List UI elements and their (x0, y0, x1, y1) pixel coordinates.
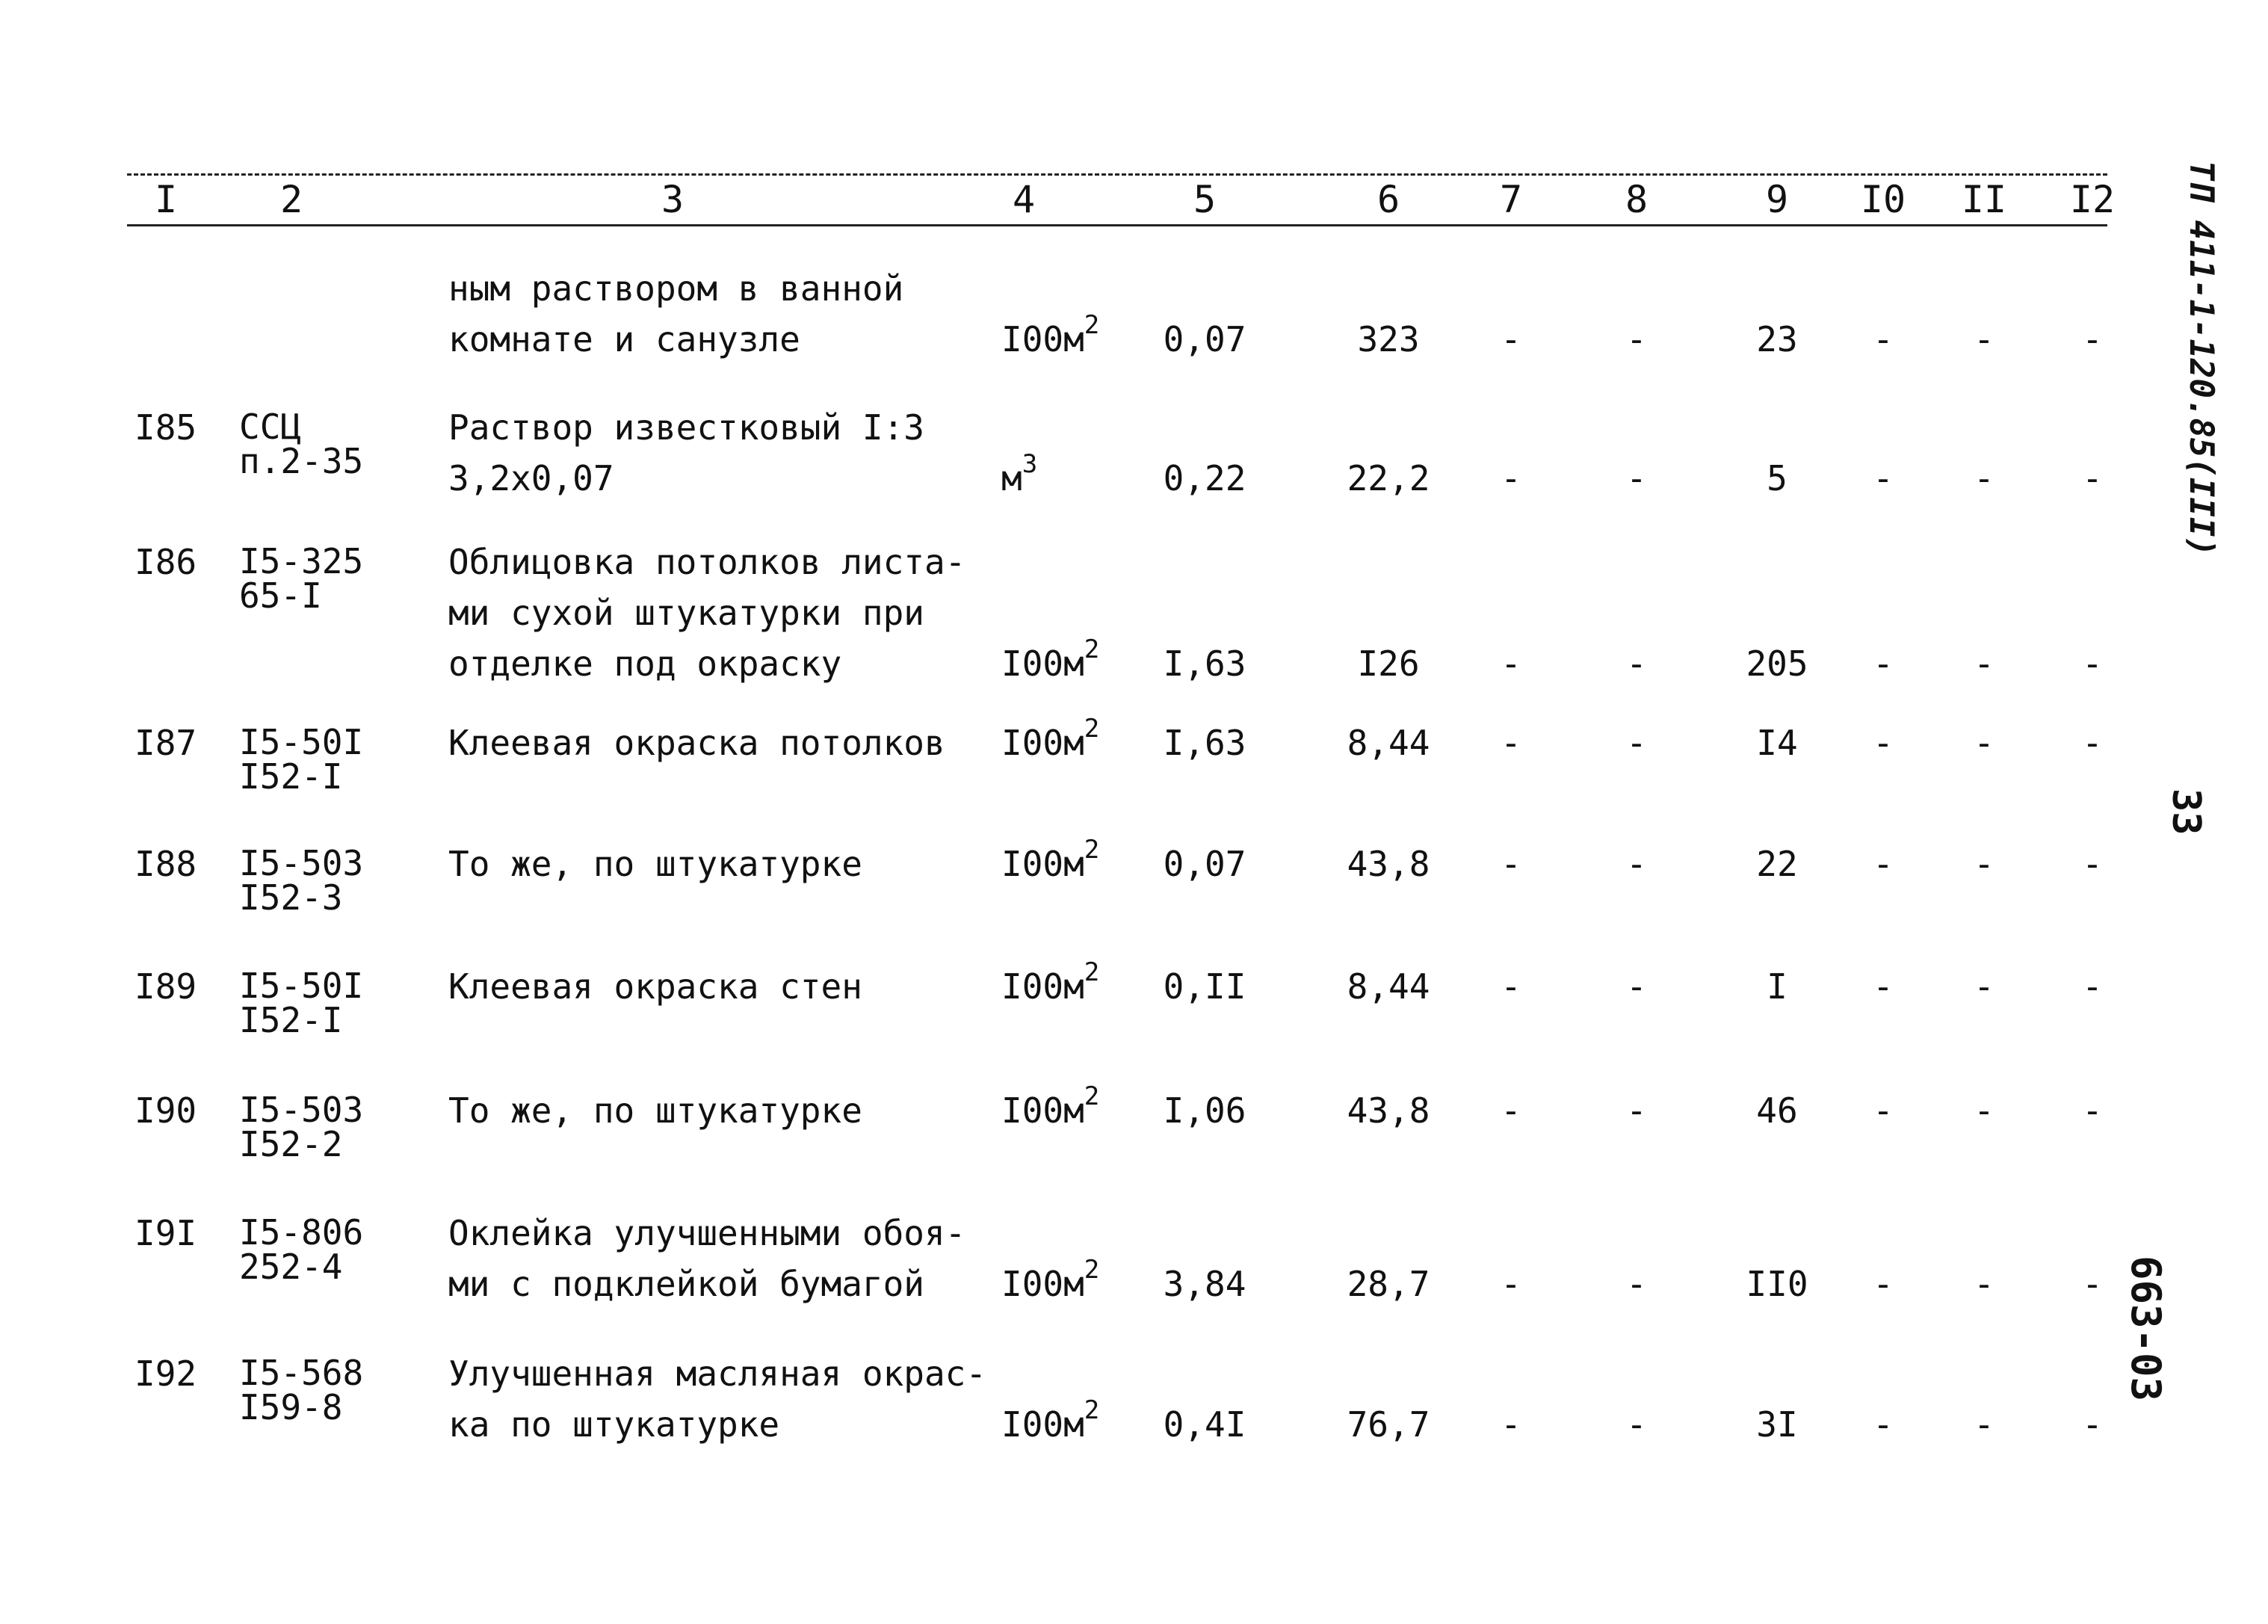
column-header-11: II (1961, 178, 2007, 221)
unit-base: I00м (1001, 643, 1084, 684)
total-cost: 205 (1746, 643, 1808, 684)
quantity: 3,84 (1163, 1264, 1246, 1304)
unit-of-measure (1001, 835, 1100, 889)
col-8-value: - (1626, 966, 1647, 1007)
col-11-value: - (1974, 319, 1994, 359)
col-7-value: - (1501, 1404, 1521, 1445)
unit-cost: I26 (1357, 643, 1420, 684)
quantity: I,63 (1163, 723, 1246, 763)
total-cost: 3I (1756, 1404, 1798, 1445)
col-7-value: - (1501, 643, 1521, 684)
row-number: I9I (135, 1213, 197, 1253)
col-8-value: - (1626, 643, 1647, 684)
unit-cost: 8,44 (1347, 723, 1430, 763)
total-cost: I4 (1756, 723, 1798, 763)
col-8-value: - (1626, 458, 1647, 498)
norm-code: I5-503 I52-3 (239, 843, 364, 918)
column-header-2: 2 (279, 178, 303, 221)
unit-exponent: 2 (1084, 1395, 1100, 1425)
unit-cost: 28,7 (1347, 1264, 1430, 1304)
column-header-6: 6 (1376, 178, 1400, 221)
col-10-value: - (1873, 966, 1894, 1007)
col-11-value: - (1974, 723, 1994, 763)
col-10-value: - (1873, 723, 1894, 763)
work-description: То же, по штукатурке (448, 1090, 862, 1131)
work-description: Клеевая окраска стен (448, 966, 862, 1007)
header-bottom-rule (127, 224, 2107, 226)
col-11-value: - (1974, 844, 1994, 884)
column-header-9: 9 (1765, 178, 1789, 221)
work-description: То же, по штукатурке (448, 844, 862, 884)
work-description: Улучшенная масляная окрас- ка по штукатурке (448, 1353, 987, 1445)
col-8-value: - (1626, 723, 1647, 763)
total-cost: I (1767, 966, 1787, 1007)
unit-of-measure (1001, 449, 1038, 504)
row-number: I88 (135, 844, 197, 884)
column-header-7: 7 (1499, 178, 1523, 221)
col-7-value: - (1501, 723, 1521, 763)
unit-exponent: 2 (1084, 310, 1100, 340)
col-12-value: - (2082, 1264, 2103, 1304)
column-header-3: 3 (661, 178, 685, 221)
col-12-value: - (2082, 458, 2103, 498)
col-12-value: - (2082, 1404, 2103, 1445)
unit-base: I00м (1001, 723, 1084, 763)
row-number: I92 (135, 1353, 197, 1394)
page-number: 33 (2163, 788, 2208, 836)
unit-exponent: 2 (1084, 714, 1100, 744)
unit-base: I00м (1001, 1404, 1084, 1445)
col-11-value: - (1974, 643, 1994, 684)
unit-base: I00м (1001, 966, 1084, 1007)
unit-of-measure (1001, 957, 1100, 1012)
quantity: 0,4I (1163, 1404, 1246, 1445)
quantity: I,63 (1163, 643, 1246, 684)
norm-code: I5-806 252-4 (239, 1212, 364, 1287)
col-11-value: - (1974, 458, 1994, 498)
row-number: I85 (135, 407, 197, 448)
quantity: 0,07 (1163, 844, 1246, 884)
unit-cost: 22,2 (1347, 458, 1430, 498)
col-12-value: - (2082, 643, 2103, 684)
row-number: I90 (135, 1090, 197, 1131)
column-header-1: I (154, 178, 178, 221)
col-10-value: - (1873, 458, 1894, 498)
norm-code: I5-325 65-I (239, 541, 364, 616)
column-header-8: 8 (1625, 178, 1649, 221)
unit-of-measure (1001, 635, 1100, 689)
unit-base: I00м (1001, 1090, 1084, 1131)
unit-of-measure (1001, 310, 1100, 365)
row-number: I87 (135, 723, 197, 763)
column-header-12: I2 (2069, 178, 2116, 221)
column-header-4: 4 (1012, 178, 1036, 221)
col-8-value: - (1626, 1404, 1647, 1445)
unit-exponent: 2 (1084, 1081, 1100, 1111)
unit-cost: 76,7 (1347, 1404, 1430, 1445)
work-description: Оклейка улучшенными обоя- ми с подклейкой бумагой (448, 1213, 966, 1304)
norm-code: I5-503 I52-2 (239, 1090, 364, 1164)
col-12-value: - (2082, 966, 2103, 1007)
column-header-10: I0 (1860, 178, 1906, 221)
unit-exponent: 2 (1084, 835, 1100, 865)
col-7-value: - (1501, 1264, 1521, 1304)
unit-cost: 323 (1357, 319, 1420, 359)
col-12-value: - (2082, 1090, 2103, 1131)
norm-code: ССЦ п.2-35 (239, 407, 364, 481)
col-10-value: - (1873, 1090, 1894, 1131)
col-7-value: - (1501, 1090, 1521, 1131)
unit-base: I00м (1001, 319, 1084, 359)
col-12-value: - (2082, 723, 2103, 763)
quantity: 0,II (1163, 966, 1246, 1007)
col-7-value: - (1501, 458, 1521, 498)
unit-exponent: 3 (1022, 449, 1038, 479)
unit-base: м (1001, 458, 1022, 498)
total-cost: 5 (1767, 458, 1787, 498)
norm-code: I5-50I I52-I (239, 722, 364, 797)
col-8-value: - (1626, 1264, 1647, 1304)
total-cost: 22 (1756, 844, 1798, 884)
col-10-value: - (1873, 643, 1894, 684)
quantity: 0,22 (1163, 458, 1246, 498)
reference-number: 663-03 (2122, 1256, 2169, 1402)
col-8-value: - (1626, 1090, 1647, 1131)
col-12-value: - (2082, 319, 2103, 359)
unit-exponent: 2 (1084, 635, 1100, 664)
unit-of-measure (1001, 1255, 1100, 1309)
row-number: I86 (135, 542, 197, 582)
col-10-value: - (1873, 1264, 1894, 1304)
total-cost: 46 (1756, 1090, 1798, 1131)
unit-exponent: 2 (1084, 957, 1100, 987)
col-8-value: - (1626, 319, 1647, 359)
quantity: I,06 (1163, 1090, 1246, 1131)
col-12-value: - (2082, 844, 2103, 884)
norm-code: I5-568 I59-8 (239, 1353, 364, 1427)
unit-cost: 43,8 (1347, 844, 1430, 884)
col-11-value: - (1974, 1090, 1994, 1131)
norm-code: I5-50I I52-I (239, 966, 364, 1040)
col-8-value: - (1626, 844, 1647, 884)
work-description: ным раствором в ванной комнате и санузле (448, 268, 904, 359)
unit-cost: 43,8 (1347, 1090, 1430, 1131)
unit-of-measure (1001, 1395, 1100, 1450)
col-11-value: - (1974, 1404, 1994, 1445)
col-10-value: - (1873, 319, 1894, 359)
unit-base: I00м (1001, 844, 1084, 884)
unit-of-measure (1001, 714, 1100, 768)
col-7-value: - (1501, 966, 1521, 1007)
unit-exponent: 2 (1084, 1255, 1100, 1285)
unit-base: I00м (1001, 1264, 1084, 1304)
work-description: Клеевая окраска потолков (448, 723, 945, 763)
quantity: 0,07 (1163, 319, 1246, 359)
col-7-value: - (1501, 844, 1521, 884)
row-number: I89 (135, 966, 197, 1007)
col-7-value: - (1501, 319, 1521, 359)
unit-of-measure (1001, 1081, 1100, 1136)
header-top-rule (127, 173, 2107, 176)
total-cost: II0 (1746, 1264, 1808, 1304)
column-header-5: 5 (1193, 178, 1217, 221)
unit-cost: 8,44 (1347, 966, 1430, 1007)
work-description: Облицовка потолков листа- ми сухой штукатурки при отделке под окраску (448, 542, 966, 684)
col-11-value: - (1974, 966, 1994, 1007)
col-10-value: - (1873, 1404, 1894, 1445)
document-code: ТП 411-1-120.85(III) (2182, 161, 2220, 557)
col-11-value: - (1974, 1264, 1994, 1304)
work-description: Раствор известковый I:3 3,2х0,07 (448, 407, 924, 498)
col-10-value: - (1873, 844, 1894, 884)
total-cost: 23 (1756, 319, 1798, 359)
